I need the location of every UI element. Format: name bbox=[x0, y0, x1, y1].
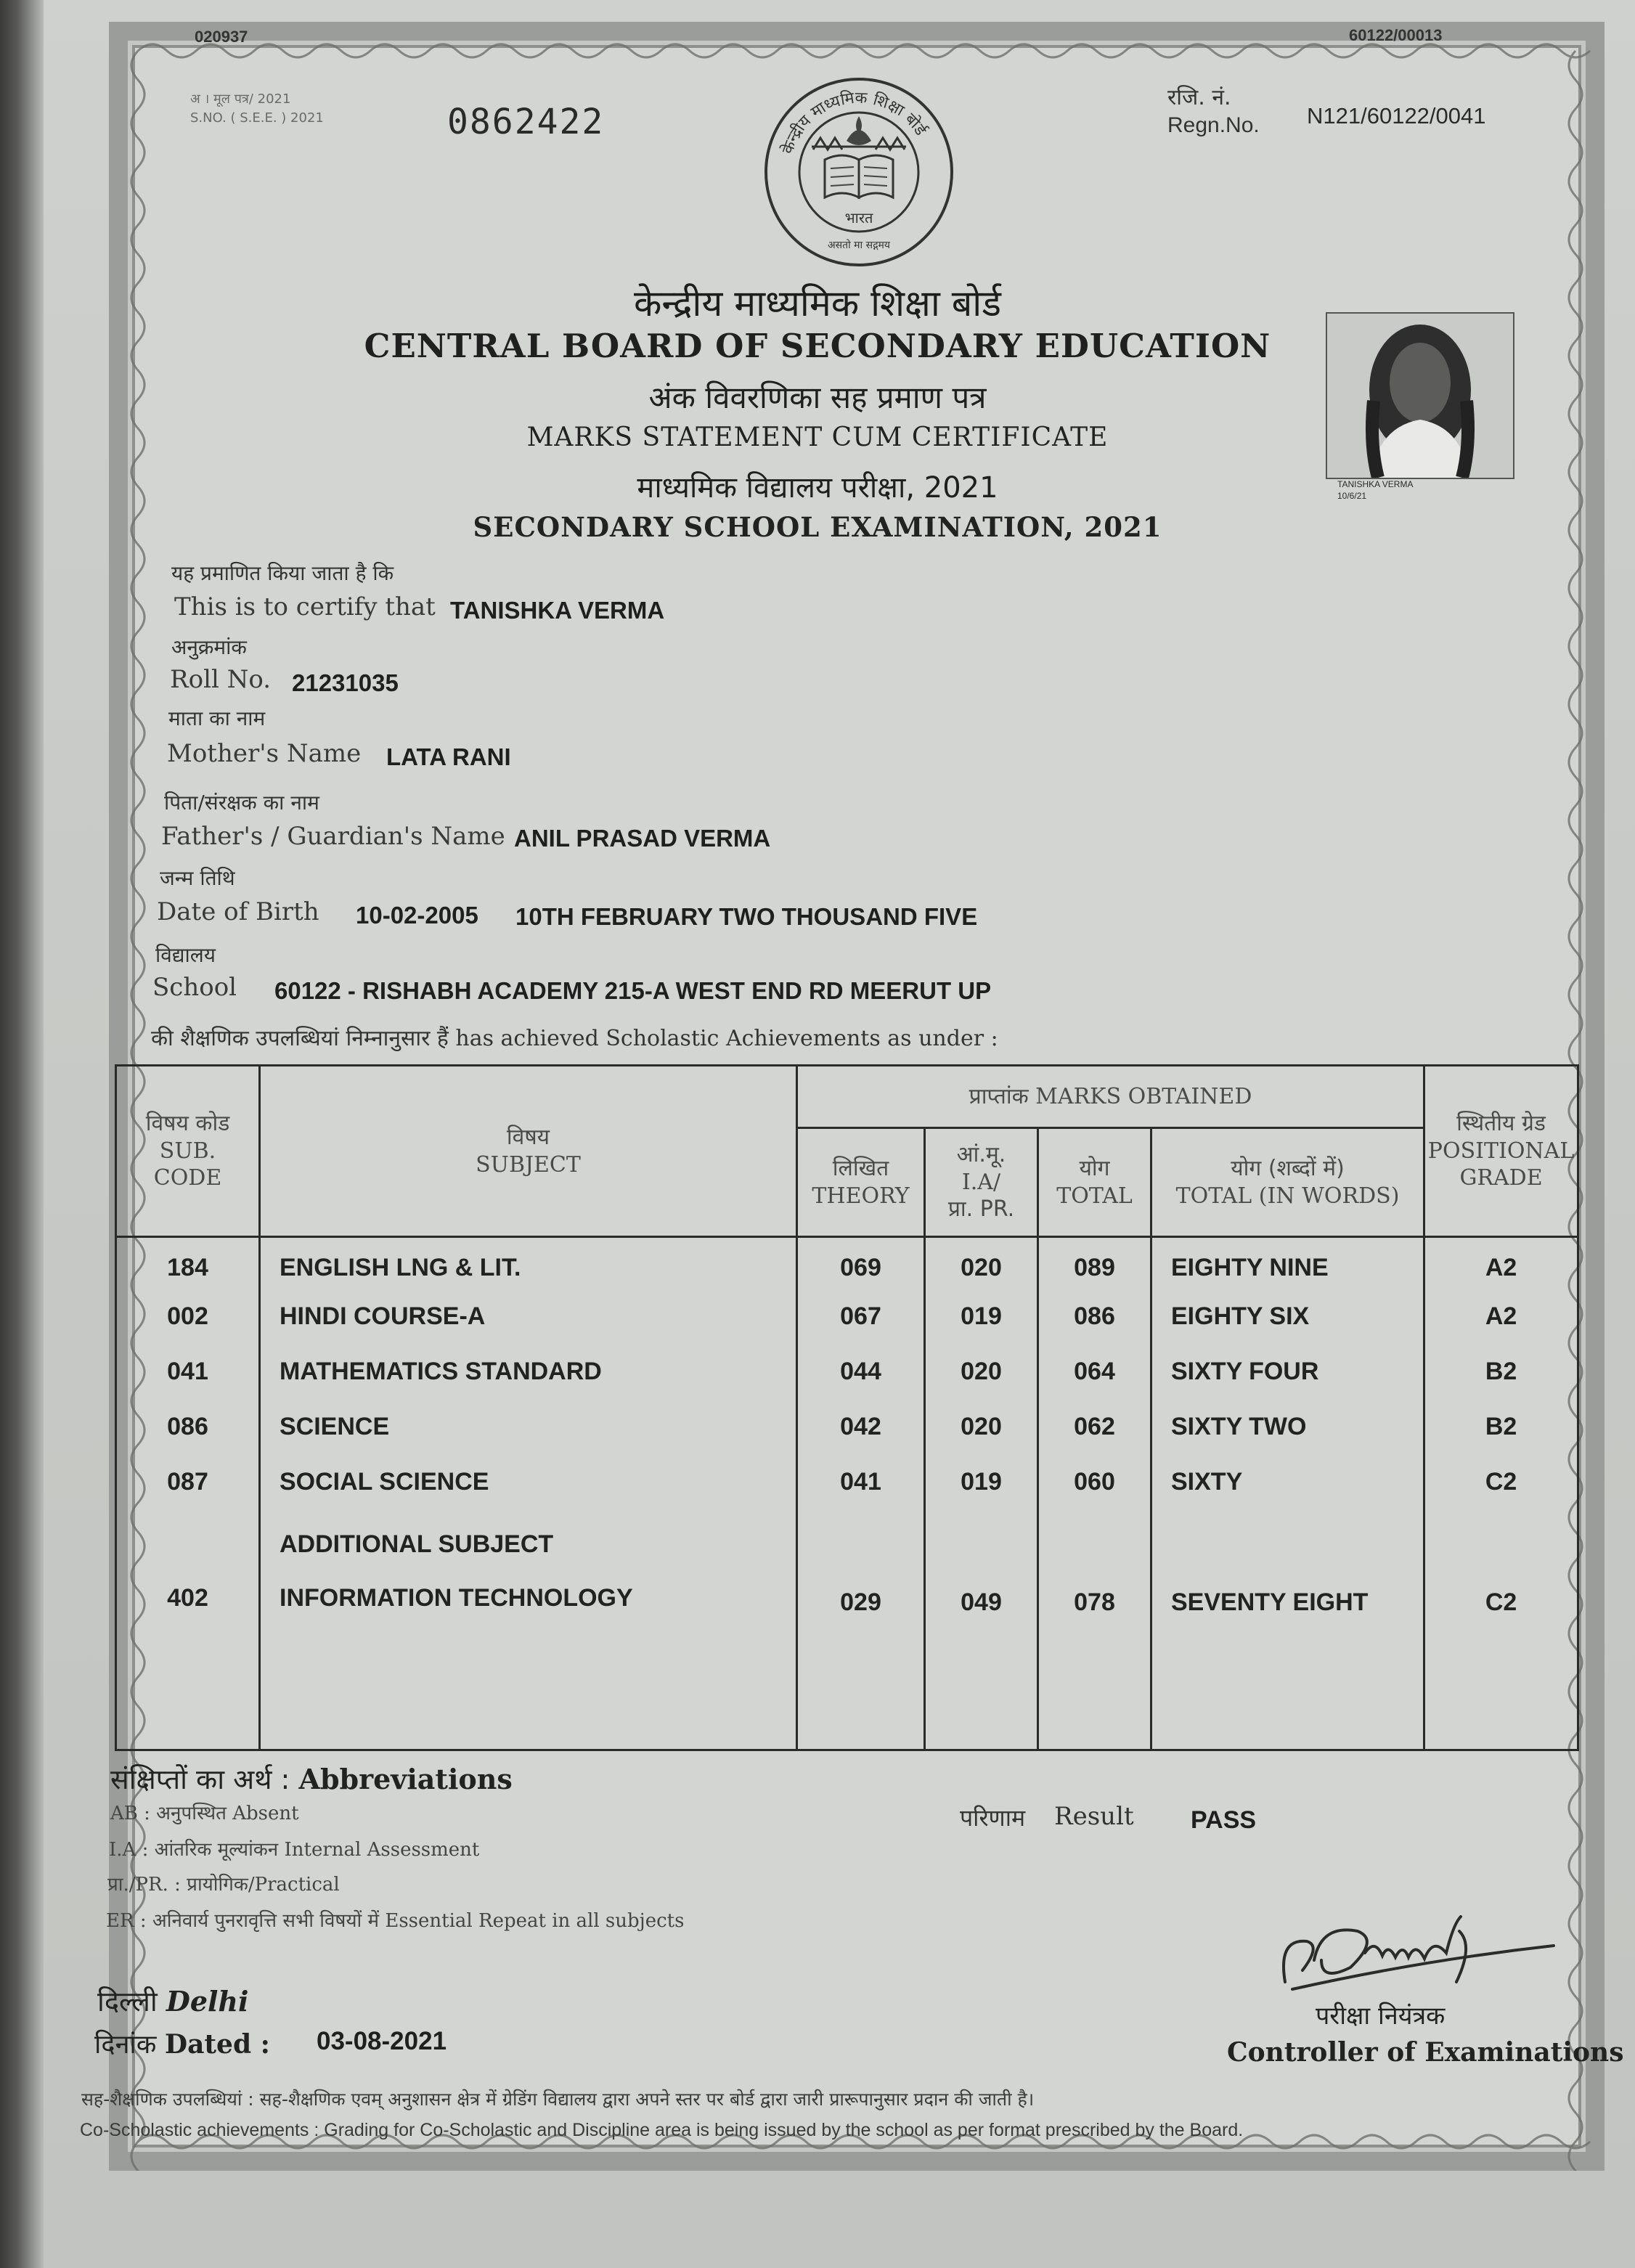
regn-label-hi: रजि. नं. bbox=[1167, 85, 1231, 110]
row-total-words: EIGHTY SIX bbox=[1151, 1292, 1424, 1347]
header-pr: प्रा. PR. bbox=[947, 1196, 1015, 1223]
achieved-en: has achieved Scholastic Achievements as under : bbox=[455, 1026, 998, 1051]
dob-label-en: Date of Birth bbox=[157, 897, 319, 926]
father-label-hi: पिता/संरक्षक का नाम bbox=[164, 791, 319, 815]
exam-title-hindi: माध्यमिक विद्यालय परीक्षा, 2021 bbox=[637, 471, 998, 505]
father-name: ANIL PRASAD VERMA bbox=[514, 825, 771, 852]
row-theory: 067 bbox=[797, 1292, 925, 1347]
header-total-words-hi: योग (शब्दों में) bbox=[1231, 1156, 1345, 1181]
row-grade: C2 bbox=[1424, 1458, 1578, 1516]
header-code-hi: विषय कोड bbox=[145, 1111, 230, 1137]
row-theory: 069 bbox=[797, 1237, 925, 1292]
blank-cell bbox=[1424, 1516, 1578, 1574]
table-row bbox=[116, 1403, 1578, 1458]
regn-number: N121/60122/0041 bbox=[1307, 103, 1486, 129]
row-subject: SOCIAL SCIENCE bbox=[260, 1458, 797, 1516]
header-grade-hi: स्थितीय ग्रेड bbox=[1456, 1111, 1546, 1137]
header-subject-hi: विषय bbox=[506, 1125, 550, 1150]
row-total-words: SEVENTY EIGHT bbox=[1151, 1574, 1424, 1750]
row-grade: B2 bbox=[1424, 1347, 1578, 1403]
student-name: TANISHKA VERMA bbox=[450, 597, 665, 624]
row-code: 402 bbox=[116, 1574, 260, 1750]
header-code bbox=[116, 1066, 260, 1237]
header-code-en2: CODE bbox=[153, 1165, 222, 1191]
row-subject: INFORMATION TECHNOLOGY bbox=[260, 1574, 797, 1750]
header-subject-en: SUBJECT bbox=[476, 1151, 581, 1178]
row-total: 064 bbox=[1038, 1347, 1151, 1403]
table-row bbox=[116, 1237, 1578, 1292]
row-ia: 019 bbox=[925, 1292, 1038, 1347]
row-total: 089 bbox=[1038, 1237, 1151, 1292]
abbrev-title-en: Abbreviations bbox=[298, 1763, 513, 1795]
dated-value: 03-08-2021 bbox=[317, 2027, 447, 2055]
row-ia: 049 bbox=[925, 1574, 1038, 1750]
mother-name: LATA RANI bbox=[386, 743, 511, 770]
blank-cell bbox=[925, 1516, 1038, 1574]
abbrev-ab: AB : अनुपस्थित Absent bbox=[110, 1803, 299, 1824]
table-row bbox=[116, 1458, 1578, 1516]
result-label-en: Result bbox=[1054, 1802, 1134, 1831]
row-code: 041 bbox=[116, 1347, 260, 1403]
blank-cell bbox=[116, 1516, 260, 1574]
abbrev-ia: I.A : आंतरिक मूल्यांकन Internal Assessment bbox=[109, 1839, 480, 1861]
footer-hi: सह-शैक्षणिक उपलब्धियां : सह-शैक्षणिक एवम् अनुशासन क्षेत्र में ग्रेडिंग विद्यालय द्वारा अपने स्तर पर बोर्ड द्वारा जारी प्रारूपानुसार प्रदान की जाती है। bbox=[81, 2089, 1035, 2110]
header-total bbox=[1038, 1128, 1151, 1237]
header-code-en1: SUB. bbox=[159, 1138, 216, 1164]
table-row bbox=[116, 1574, 1578, 1750]
result-value: PASS bbox=[1191, 1806, 1257, 1834]
marks-table bbox=[115, 1064, 1579, 1751]
controller-hi: परीक्षा नियंत्रक bbox=[1316, 2002, 1446, 2031]
serial-left: 020937 bbox=[195, 28, 248, 46]
table-row bbox=[116, 1292, 1578, 1347]
row-grade: A2 bbox=[1424, 1237, 1578, 1292]
row-total: 086 bbox=[1038, 1292, 1151, 1347]
place-en: Delhi bbox=[166, 1985, 249, 2018]
row-ia: 020 bbox=[925, 1403, 1038, 1458]
serial-right: 60122/00013 bbox=[1349, 26, 1443, 44]
seal-outer-text: केन्द्रीय माध्यमिक शिक्षा बोर्ड bbox=[778, 89, 930, 157]
board-name-hindi: केन्द्रीय माध्यमिक शिक्षा बोर्ड bbox=[634, 282, 1001, 325]
row-theory: 042 bbox=[797, 1403, 925, 1458]
row-theory: 029 bbox=[797, 1574, 925, 1750]
row-subject: SCIENCE bbox=[260, 1403, 797, 1458]
dob-label-hi: जन्म तिथि bbox=[160, 866, 235, 890]
row-grade: A2 bbox=[1424, 1292, 1578, 1347]
mother-label-hi: माता का नाम bbox=[168, 706, 266, 730]
row-subject: HINDI COURSE-A bbox=[260, 1292, 797, 1347]
row-ia: 019 bbox=[925, 1458, 1038, 1516]
additional-subject-row bbox=[116, 1516, 1578, 1574]
header-grade bbox=[1424, 1066, 1578, 1237]
portrait-icon bbox=[1327, 314, 1513, 478]
photo-caption-name: TANISHKA VERMA bbox=[1337, 479, 1414, 489]
dated-label bbox=[94, 2026, 270, 2061]
header-theory-hi: लिखित bbox=[832, 1156, 889, 1181]
doc-title-hindi: अंक विवरणिका सह प्रमाण पत्र bbox=[648, 380, 987, 415]
row-code: 086 bbox=[116, 1403, 260, 1458]
photo-caption-date: 10/6/21 bbox=[1337, 491, 1367, 501]
header-marks-obtained: प्राप्तांक MARKS OBTAINED bbox=[797, 1066, 1424, 1128]
regn-label-en: Regn.No. bbox=[1167, 113, 1260, 137]
abbrev-pr: प्रा./PR. : प्रायोगिक/Practical bbox=[107, 1874, 340, 1896]
row-code: 002 bbox=[116, 1292, 260, 1347]
achieved-line bbox=[151, 1022, 998, 1052]
row-total-words: SIXTY FOUR bbox=[1151, 1347, 1424, 1403]
place-hi: दिल्ली bbox=[97, 1986, 158, 2018]
student-photo bbox=[1326, 312, 1514, 479]
additional-subject-label: ADDITIONAL SUBJECT bbox=[260, 1516, 797, 1574]
row-subject: MATHEMATICS STANDARD bbox=[260, 1347, 797, 1403]
seal-motto: असतो मा सद्गमय bbox=[827, 240, 891, 251]
footer-en: Co-Scholastic achievements : Grading for Co-Scholastic and Discipline area is being issued by the school as per format prescribed by the Board. bbox=[80, 2120, 1244, 2140]
father-label-en: Father's / Guardian's Name bbox=[161, 822, 505, 851]
top-small-line2: S.NO. ( S.E.E. ) 2021 bbox=[190, 110, 324, 126]
row-ia: 020 bbox=[925, 1347, 1038, 1403]
row-code: 184 bbox=[116, 1237, 260, 1292]
row-total: 060 bbox=[1038, 1458, 1151, 1516]
roll-label-hi: अनुक्रमांक bbox=[171, 635, 247, 659]
school-name: 60122 - RISHABH ACADEMY 215-A WEST END RD MEERUT UP bbox=[274, 977, 992, 1004]
certify-label-en: This is to certify that bbox=[174, 592, 436, 621]
header-grade-en1: POSITIONAL bbox=[1427, 1138, 1575, 1164]
header-grade-en2: GRADE bbox=[1459, 1165, 1543, 1191]
header-ia-en: I.A/ bbox=[961, 1169, 1001, 1195]
row-grade: B2 bbox=[1424, 1403, 1578, 1458]
row-grade: C2 bbox=[1424, 1574, 1578, 1750]
seal-bottom-text: भारत bbox=[844, 209, 873, 227]
certify-label-hi: यह प्रमाणित किया जाता है कि bbox=[171, 561, 394, 585]
abbrev-title-hi: संक्षिप्तों का अर्थ : bbox=[110, 1763, 290, 1795]
row-total-words: SIXTY bbox=[1151, 1458, 1424, 1516]
mother-label-en: Mother's Name bbox=[167, 739, 362, 768]
top-small-line1: अ । मूल पत्र/ 2021 bbox=[190, 91, 291, 107]
roll-label-en: Roll No. bbox=[170, 665, 272, 694]
header-total-words bbox=[1151, 1128, 1424, 1237]
achieved-hi: की शैक्षणिक उपलब्धियां निम्नानुसार हैं bbox=[151, 1026, 449, 1051]
abbrev-er: ER : अनिवार्य पुनरावृत्ति सभी विषयों में Essential Repeat in all subjects bbox=[106, 1910, 685, 1932]
row-ia: 020 bbox=[925, 1237, 1038, 1292]
doc-title-english: MARKS STATEMENT CUM CERTIFICATE bbox=[526, 423, 1109, 452]
table-row bbox=[116, 1347, 1578, 1403]
dob-value: 10-02-2005 bbox=[356, 902, 478, 929]
board-name-english: CENTRAL BOARD OF SECONDARY EDUCATION bbox=[364, 327, 1271, 365]
exam-title-english: SECONDARY SCHOOL EXAMINATION, 2021 bbox=[473, 511, 1162, 543]
dob-words: 10TH FEBRUARY TWO THOUSAND FIVE bbox=[515, 903, 978, 930]
abbrev-title bbox=[110, 1760, 513, 1798]
dated-label-en: Dated : bbox=[164, 2029, 270, 2060]
blank-cell bbox=[1038, 1516, 1151, 1574]
cbse-seal bbox=[761, 74, 957, 270]
header-total-words-en: TOTAL (IN WORDS) bbox=[1175, 1183, 1400, 1209]
school-label-hi: विद्यालय bbox=[155, 943, 216, 967]
row-theory: 041 bbox=[797, 1458, 925, 1516]
header-total-en: TOTAL bbox=[1056, 1183, 1133, 1209]
row-total-words: SIXTY TWO bbox=[1151, 1403, 1424, 1458]
blank-cell bbox=[797, 1516, 925, 1574]
row-total-words: EIGHTY NINE bbox=[1151, 1237, 1424, 1292]
row-subject: ENGLISH LNG & LIT. bbox=[260, 1237, 797, 1292]
roll-number: 21231035 bbox=[292, 669, 399, 696]
row-theory: 044 bbox=[797, 1347, 925, 1403]
header-ia-hi: आं.मू. bbox=[956, 1142, 1006, 1168]
result-label-hi: परिणाम bbox=[960, 1804, 1026, 1832]
certificate-number: 0862422 bbox=[447, 102, 605, 142]
row-code: 087 bbox=[116, 1458, 260, 1516]
header-theory bbox=[797, 1128, 925, 1237]
dated-label-hi: दिनांक bbox=[94, 2030, 157, 2060]
header-ia bbox=[925, 1128, 1038, 1237]
blank-cell bbox=[1151, 1516, 1424, 1574]
controller-signature bbox=[1271, 1902, 1561, 2004]
row-total: 062 bbox=[1038, 1403, 1151, 1458]
controller-en: Controller of Examinations bbox=[1227, 2037, 1624, 2068]
header-total-hi: योग bbox=[1079, 1156, 1110, 1181]
header-theory-en: THEORY bbox=[812, 1183, 910, 1209]
school-label-en: School bbox=[152, 973, 237, 1002]
row-total: 078 bbox=[1038, 1574, 1151, 1750]
header-subject bbox=[260, 1066, 797, 1237]
place bbox=[97, 1982, 249, 2020]
